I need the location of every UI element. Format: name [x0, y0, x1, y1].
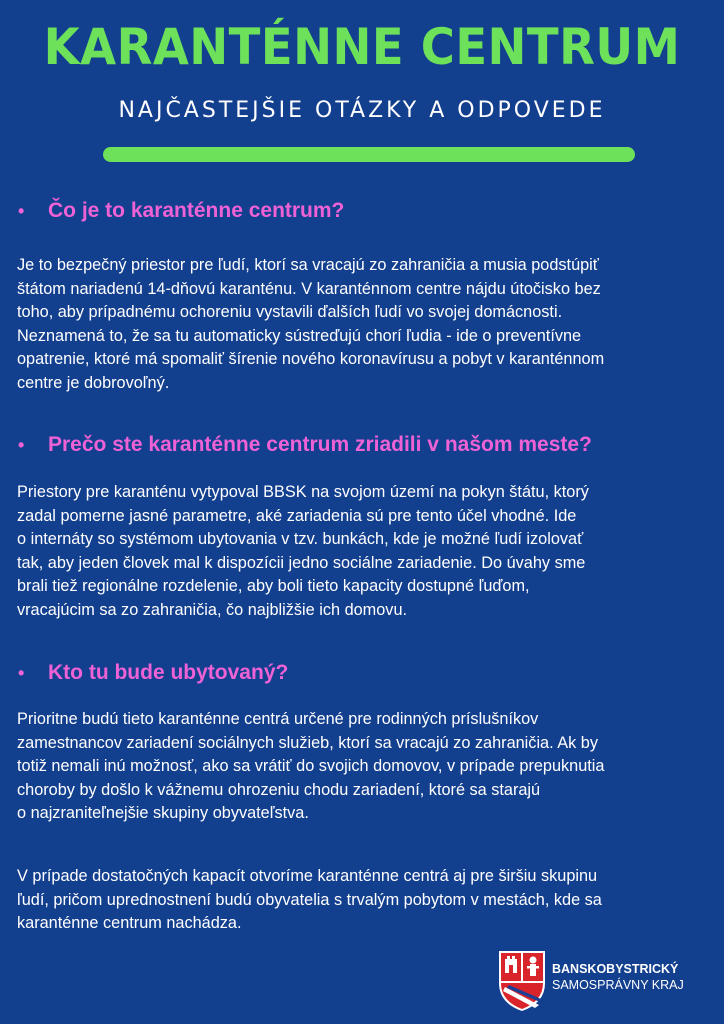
- divider-bar: [103, 147, 635, 162]
- answer-line: Prioritne budú tieto karanténne centrá určené pre rodinných príslušníkov: [17, 710, 539, 728]
- answer-line: zamestnancov zariadení sociálnych služieb, ktorí sa vracajú zo zahraničia. Ak by: [17, 733, 598, 752]
- answer-3-extra: [17, 865, 717, 936]
- answer-line: toho, aby prípadnému ochoreniu vystavili ďalších ľudí vo svojej domácnosti.: [17, 303, 563, 321]
- question-3: [18, 658, 718, 688]
- answer-line: ľudí, pričom uprednostnení budú obyvatelia s trvalým pobytom v mestách, kde sa: [17, 890, 602, 909]
- answer-line: Je to bezpečný priestor pre ľudí, ktorí sa vracajú zo zahraničia a musia podstúpiť: [17, 256, 599, 274]
- bullet-icon: •: [18, 201, 25, 221]
- answer-line: tak, aby jeden človek mal k dispozícii jedno sociálne zariadenie. Do úvahy sme: [17, 553, 586, 572]
- answer-3: [17, 708, 717, 826]
- logo-text: [552, 961, 684, 993]
- logo-line-1: BANSKOBYSTRICKÝ: [552, 962, 679, 976]
- bullet-icon: •: [18, 663, 25, 683]
- answer-line: o najzraniteľnejšie skupiny obyvateľstva.: [17, 804, 309, 822]
- answer-2: [17, 481, 717, 622]
- question-3-text: Kto tu bude ubytovaný?: [48, 661, 289, 684]
- answer-line: Priestory pre karanténu vytypoval BBSK na svojom území na pokyn štátu, ktorý: [17, 483, 589, 501]
- answer-line: zadal pomerne jasné parametre, aké zariadenia sú pre tento účel vhodné. Ide: [17, 506, 577, 525]
- bbsk-logo: [497, 949, 712, 1014]
- answer-line: štátom nariadenú 14-dňovú karanténu. V karanténnom centre nájdu útočisko bez: [17, 279, 601, 298]
- answer-line: opatrenie, ktoré má spomaliť šírenie nového koronavírusu a pobyt v karanténnom: [17, 350, 605, 368]
- answer-line: vracajúcim sa zo zahraničia, čo najbližšie ich domovu.: [17, 600, 408, 619]
- answer-line: V prípade dostatočných kapacít otvoríme karanténne centrá aj pre širšiu skupinu: [17, 867, 598, 885]
- question-2: [18, 430, 718, 460]
- answer-line: o internáty so systémom ubytovania v tzv. bunkách, kde je možné ľudí izolovať: [17, 530, 584, 548]
- page-title: KARANTÉNNE CENTRUM: [43, 18, 681, 76]
- bullet-icon: •: [18, 435, 25, 455]
- answer-line: brali tiež regionálne rozdelenie, aby boli tieto kapacity dostupné ľuďom,: [17, 577, 530, 595]
- question-1-text: Čo je to karanténne centrum?: [48, 199, 345, 222]
- question-1: [18, 196, 718, 226]
- coat-of-arms-icon: [497, 949, 547, 1013]
- answer-line: choroby by došlo k vážnemu ohrozeniu chodu zariadení, ktoré sa starajú: [17, 780, 541, 799]
- answer-1: [17, 254, 717, 395]
- answer-line: centre je dobrovoľný.: [17, 373, 170, 392]
- logo-line-2: SAMOSPRÁVNY KRAJ: [552, 978, 684, 992]
- answer-line: totiž nemali inú možnosť, ako sa vrátiť do svojich domovov, v prípade prepuknutia: [17, 757, 605, 775]
- question-2-text: Prečo ste karanténne centrum zriadili v našom meste?: [48, 433, 592, 456]
- answer-line: Neznamená to, že sa tu automaticky sústreďujú chorí ľudia - ide o preventívne: [17, 326, 582, 345]
- answer-line: karanténne centrum nachádza.: [17, 914, 242, 932]
- page-subtitle: NAJČASTEJŠIE OTÁZKY A ODPOVEDE: [118, 98, 606, 123]
